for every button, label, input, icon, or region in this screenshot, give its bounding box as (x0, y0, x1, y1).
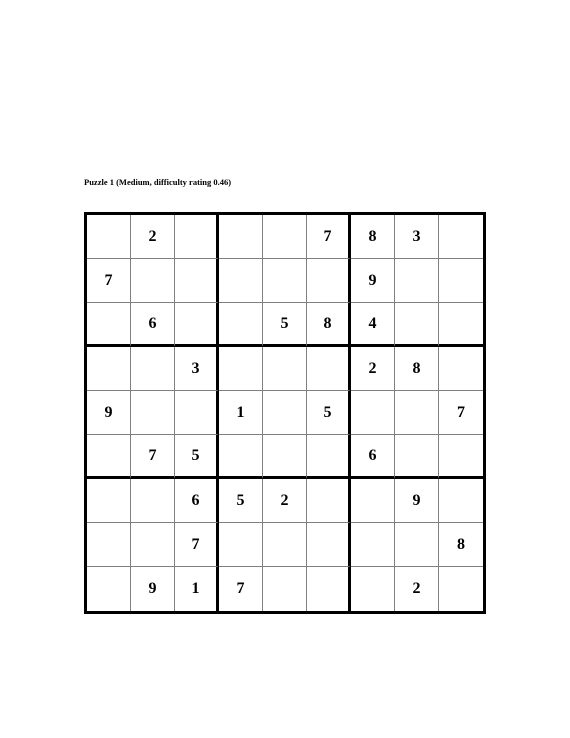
sudoku-cell-r1c3[interactable] (175, 215, 219, 259)
sudoku-cell-r2c4[interactable] (219, 259, 263, 303)
sudoku-cell-r1c6[interactable]: 7 (307, 215, 351, 259)
sudoku-cell-r9c3[interactable]: 1 (175, 567, 219, 611)
sudoku-cell-r2c8[interactable] (395, 259, 439, 303)
sudoku-cell-r7c9[interactable] (439, 479, 483, 523)
sudoku-cell-r6c4[interactable] (219, 435, 263, 479)
sudoku-cell-r5c5[interactable] (263, 391, 307, 435)
sudoku-cell-r8c8[interactable] (395, 523, 439, 567)
sudoku-cell-r4c8[interactable]: 8 (395, 347, 439, 391)
sudoku-cell-r9c8[interactable]: 2 (395, 567, 439, 611)
sudoku-cell-r5c3[interactable] (175, 391, 219, 435)
sudoku-cell-r8c4[interactable] (219, 523, 263, 567)
sudoku-cell-r5c9[interactable]: 7 (439, 391, 483, 435)
sudoku-cell-r5c1[interactable]: 9 (87, 391, 131, 435)
sudoku-cell-r8c3[interactable]: 7 (175, 523, 219, 567)
sudoku-cell-r1c5[interactable] (263, 215, 307, 259)
sudoku-cell-r7c5[interactable]: 2 (263, 479, 307, 523)
sudoku-cell-r1c1[interactable] (87, 215, 131, 259)
sudoku-cell-r6c7[interactable]: 6 (351, 435, 395, 479)
sudoku-cell-r6c6[interactable] (307, 435, 351, 479)
sudoku-cell-r8c6[interactable] (307, 523, 351, 567)
sudoku-cell-r3c5[interactable]: 5 (263, 303, 307, 347)
sudoku-cell-r1c8[interactable]: 3 (395, 215, 439, 259)
sudoku-cell-r1c7[interactable]: 8 (351, 215, 395, 259)
sudoku-cell-r4c3[interactable]: 3 (175, 347, 219, 391)
sudoku-cell-r3c4[interactable] (219, 303, 263, 347)
sudoku-cell-r3c7[interactable]: 4 (351, 303, 395, 347)
sudoku-cell-r7c4[interactable]: 5 (219, 479, 263, 523)
sudoku-cell-r8c5[interactable] (263, 523, 307, 567)
sudoku-cell-r8c2[interactable] (131, 523, 175, 567)
sudoku-cell-r2c5[interactable] (263, 259, 307, 303)
sudoku-cell-r7c2[interactable] (131, 479, 175, 523)
sudoku-cell-r2c1[interactable]: 7 (87, 259, 131, 303)
sudoku-cell-r9c6[interactable] (307, 567, 351, 611)
sudoku-cell-r2c9[interactable] (439, 259, 483, 303)
sudoku-cell-r6c8[interactable] (395, 435, 439, 479)
sudoku-cell-r8c1[interactable] (87, 523, 131, 567)
sudoku-cell-r2c6[interactable] (307, 259, 351, 303)
sudoku-cell-r6c3[interactable]: 5 (175, 435, 219, 479)
sudoku-board (84, 212, 486, 614)
sudoku-cell-r6c5[interactable] (263, 435, 307, 479)
sudoku-cell-r5c4[interactable]: 1 (219, 391, 263, 435)
sudoku-cell-r3c8[interactable] (395, 303, 439, 347)
sudoku-cell-r7c1[interactable] (87, 479, 131, 523)
sudoku-cell-r7c6[interactable] (307, 479, 351, 523)
sudoku-cell-r3c1[interactable] (87, 303, 131, 347)
sudoku-cell-r9c5[interactable] (263, 567, 307, 611)
sudoku-cell-r1c9[interactable] (439, 215, 483, 259)
puzzle-title: Puzzle 1 (Medium, difficulty rating 0.46) (84, 177, 232, 187)
sudoku-cell-r4c4[interactable] (219, 347, 263, 391)
sudoku-cell-r1c2[interactable]: 2 (131, 215, 175, 259)
sudoku-cell-r4c5[interactable] (263, 347, 307, 391)
sudoku-cell-r5c7[interactable] (351, 391, 395, 435)
sudoku-cell-r4c6[interactable] (307, 347, 351, 391)
sudoku-cell-r5c2[interactable] (131, 391, 175, 435)
sudoku-cell-r8c7[interactable] (351, 523, 395, 567)
sudoku-cell-r2c2[interactable] (131, 259, 175, 303)
sudoku-cell-r6c2[interactable]: 7 (131, 435, 175, 479)
sudoku-cell-r4c7[interactable]: 2 (351, 347, 395, 391)
sudoku-cell-r2c7[interactable]: 9 (351, 259, 395, 303)
sudoku-cell-r8c9[interactable]: 8 (439, 523, 483, 567)
sudoku-cell-r3c2[interactable]: 6 (131, 303, 175, 347)
sudoku-cell-r6c1[interactable] (87, 435, 131, 479)
sudoku-cell-r7c8[interactable]: 9 (395, 479, 439, 523)
sudoku-cell-r4c2[interactable] (131, 347, 175, 391)
sudoku-cell-r5c6[interactable]: 5 (307, 391, 351, 435)
sudoku-cell-r5c8[interactable] (395, 391, 439, 435)
sudoku-cell-r3c9[interactable] (439, 303, 483, 347)
sudoku-cell-r9c7[interactable] (351, 567, 395, 611)
sudoku-cell-r4c1[interactable] (87, 347, 131, 391)
sudoku-cell-r6c9[interactable] (439, 435, 483, 479)
sudoku-cell-r9c2[interactable]: 9 (131, 567, 175, 611)
sudoku-cell-r7c7[interactable] (351, 479, 395, 523)
sudoku-cell-r7c3[interactable]: 6 (175, 479, 219, 523)
sudoku-cell-r9c1[interactable] (87, 567, 131, 611)
sudoku-cell-r1c4[interactable] (219, 215, 263, 259)
sudoku-cell-r4c9[interactable] (439, 347, 483, 391)
sudoku-cell-r2c3[interactable] (175, 259, 219, 303)
sudoku-cell-r9c4[interactable]: 7 (219, 567, 263, 611)
sudoku-cell-r9c9[interactable] (439, 567, 483, 611)
sudoku-cell-r3c6[interactable]: 8 (307, 303, 351, 347)
sudoku-cell-r3c3[interactable] (175, 303, 219, 347)
